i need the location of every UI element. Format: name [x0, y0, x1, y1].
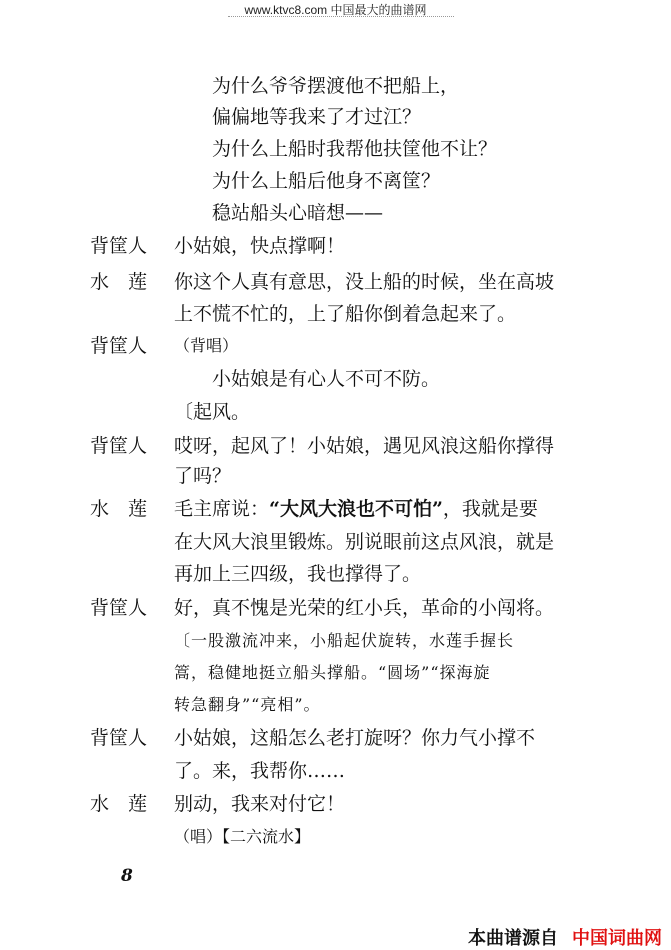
footer-site-link[interactable]: 中国词曲网	[572, 928, 662, 949]
lyric-line-4: 为什么上船后他身不离筐？	[212, 170, 441, 192]
dialogue-line: 哎呀，起风了！小姑娘，遇见风浪这船你撑得	[174, 435, 555, 457]
lyric-line-1: 为什么爷爷摆渡他不把船上，	[212, 75, 460, 97]
dialogue-line: 了。来，我帮你……	[174, 760, 346, 782]
dialogue-line: 小姑娘，这船怎么老打旋呀？你力气小撑不	[174, 727, 536, 749]
quote-text: “大风大浪也不可怕”	[269, 498, 443, 520]
speaker-label: 水 莲	[90, 271, 148, 293]
dialogue-line	[174, 495, 538, 523]
dialogue-line: 别动，我来对付它！	[174, 793, 346, 815]
dialogue-line: 好，真不愧是光荣的红小兵，革命的小闯将。	[174, 597, 555, 619]
header-divider	[228, 16, 454, 17]
tune-label: （唱）【二六流水】	[174, 827, 311, 846]
dialogue-text: 毛主席说：	[174, 498, 270, 520]
speaker-label: 背筐人	[90, 335, 148, 357]
stage-direction: 转急翻身”“亮相”。	[174, 695, 321, 714]
speaker-label: 水 莲	[90, 498, 148, 520]
dialogue-line: 上不慌不忙的，上了船你倒着急起来了。	[174, 303, 517, 325]
dialogue-line: 了吗？	[174, 465, 232, 487]
stage-direction: 〔一股激流冲来，小船起伏旋转，水莲手握长	[174, 631, 515, 650]
lyric-line: 小姑娘是有心人不可不防。	[212, 368, 441, 390]
page-number: 8	[121, 866, 133, 886]
site-name: 中国最大的曲谱网	[330, 3, 427, 17]
lyric-line-5: 稳站船头心暗想——	[212, 202, 384, 224]
speaker-label: 背筐人	[90, 597, 148, 619]
stage-direction: （背唱）	[174, 336, 239, 355]
lyric-line-3: 为什么上船时我帮他扶筐他不让？	[212, 138, 498, 160]
footer-label: 本曲谱源自	[468, 928, 558, 949]
stage-direction: 篙，稳健地挺立船头撑船。“圆场”“探海旋	[174, 663, 491, 682]
dialogue-text: ，我就是要	[442, 498, 538, 520]
lyric-line-2: 偏偏地等我来了才过江？	[212, 106, 422, 128]
speaker-label: 背筐人	[90, 435, 148, 457]
stage-direction: 〔起风。	[174, 401, 251, 423]
dialogue-line: 小姑娘，快点撑啊！	[174, 235, 346, 257]
speaker-label: 背筐人	[90, 727, 148, 749]
speaker-label: 背筐人	[90, 235, 148, 257]
dialogue-line: 在大风大浪里锻炼。别说眼前这点风浪，就是	[174, 531, 555, 553]
dialogue-line: 你这个人真有意思，没上船的时候，坐在高坡	[174, 271, 555, 293]
dialogue-line: 再加上三四级，我也撑得了。	[174, 563, 422, 585]
speaker-label: 水 莲	[90, 793, 148, 815]
footer-source	[468, 924, 662, 950]
site-url[interactable]: www.ktvc8.com	[244, 3, 328, 17]
